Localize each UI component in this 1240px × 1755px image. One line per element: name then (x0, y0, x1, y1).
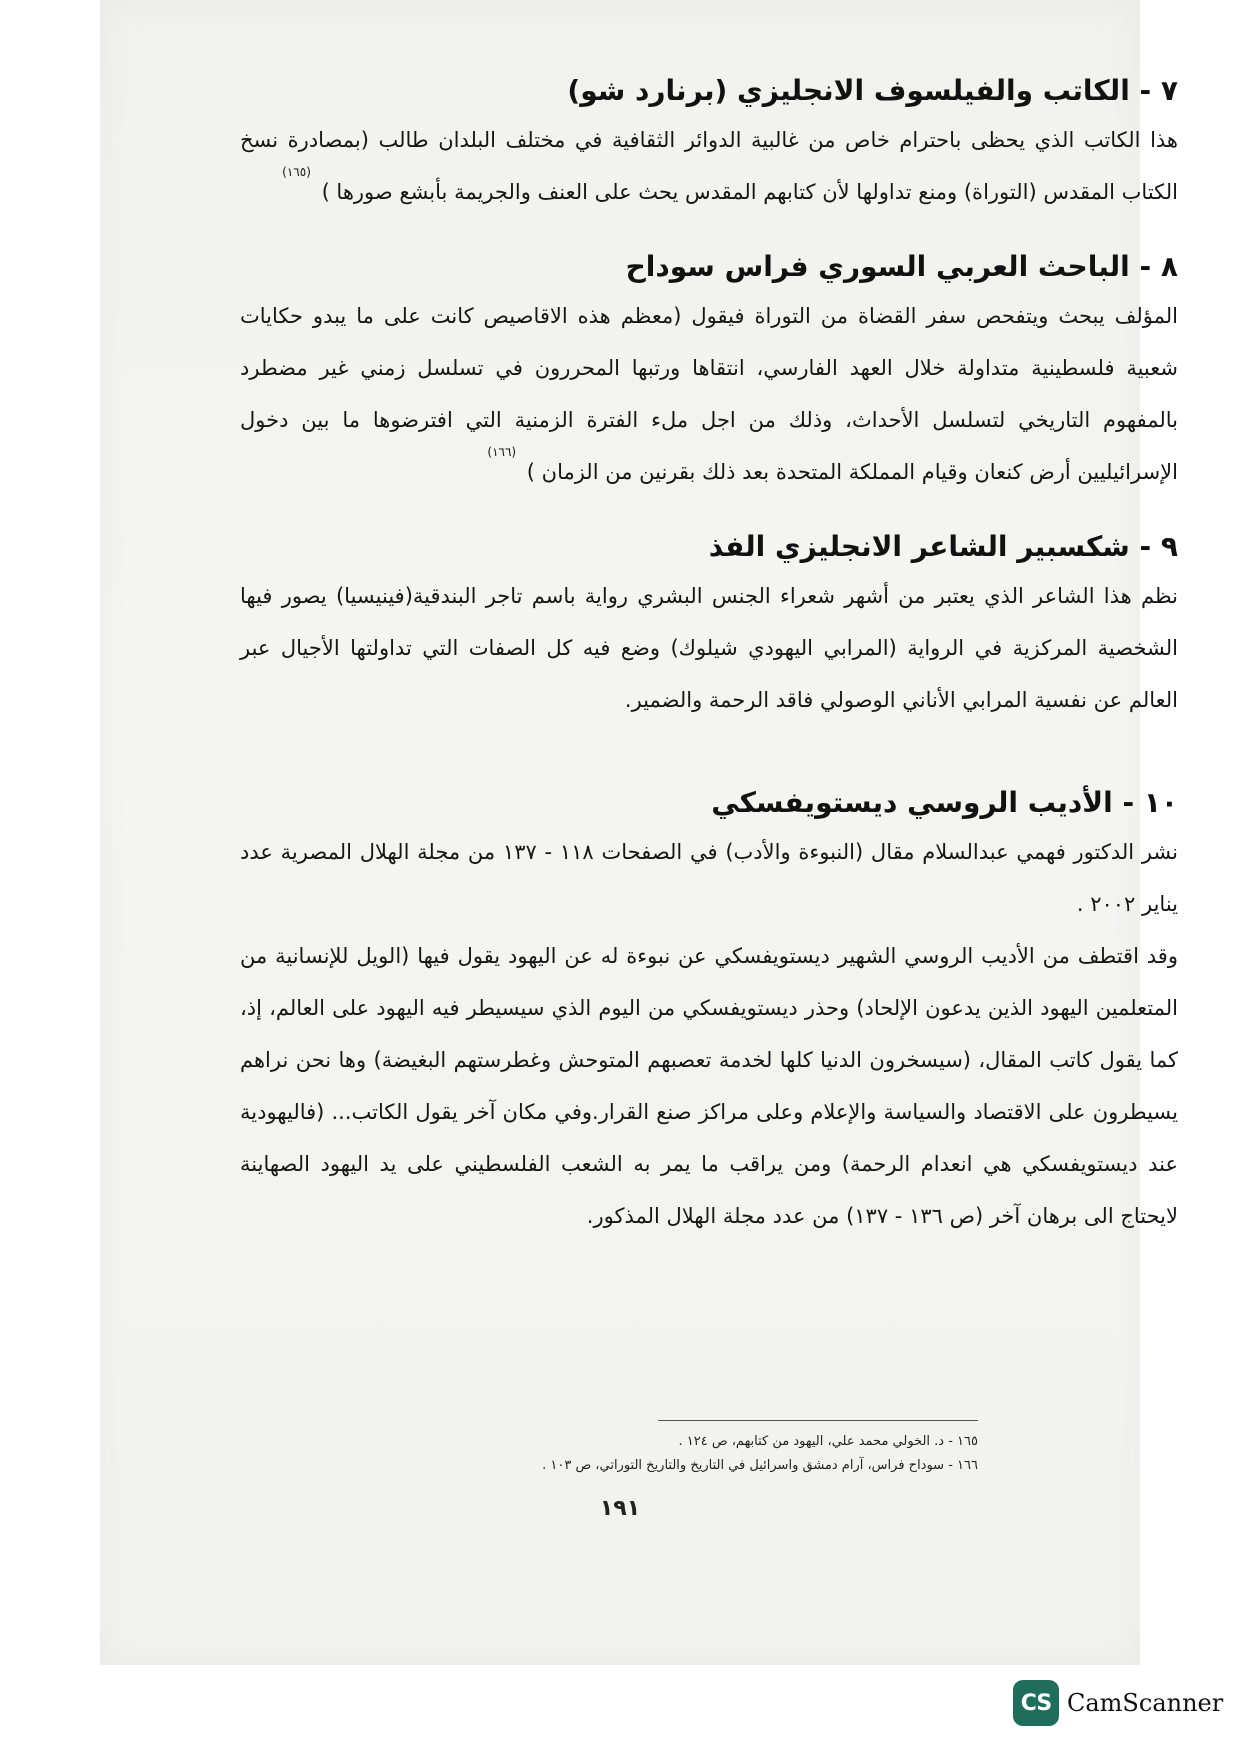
section-title-8: ٨ - الباحث العربي السوري فراس سوداح (625, 250, 1178, 283)
footnote-marker-166: (١٦٦) (487, 445, 517, 459)
section-title-9: ٩ - شكسبير الشاعر الانجليزي الفذ (708, 530, 1178, 563)
camscanner-watermark (1013, 1680, 1223, 1726)
paragraph-text: نشر الدكتور فهمي عبدالسلام مقال (النبوءة والأدب) في الصفحات ١١٨ - ١٣٧ من مجلة الهلال المصرية عدد يناير ٢٠٠٢ . (240, 840, 1178, 916)
section-8-paragraph (240, 290, 1178, 498)
footnote-166: ١٦٦ - سوداح فراس، آرام دمشق واسرائيل في التاريخ والتاريخ التوراتي، ص ١٠٣ . (542, 1458, 978, 1473)
camscanner-logo-icon: CS (1013, 1680, 1059, 1726)
section-10-paragraph-1 (240, 826, 1178, 930)
paragraph-text: هذا الكاتب الذي يحظى باحترام خاص من غالبية الدوائر الثقافية في مختلف البلدان طالب (بمصادرة نسخ الكتاب المقدس (التوراة) ومنع تداولها لأن كتابهم المقدس يحث على العنف والجريمة بأبشع صورها ) (240, 128, 1178, 204)
section-title-7: ٧ - الكاتب والفيلسوف الانجليزي (برنارد شو) (567, 74, 1178, 107)
section-9-paragraph (240, 570, 1178, 726)
page-number: ١٩١ (599, 1496, 641, 1521)
footnote-divider (658, 1420, 978, 1421)
paragraph-text: المؤلف يبحث ويتفحص سفر القضاة من التوراة فيقول (معظم هذه الاقاصيص كانت على ما يبدو حكايات شعبية فلسطينية متداولة خلال العهد الفارسي، انتقاها ورتبها المحررون في تسلسل زمني غير مضطرد بالمفهوم التاريخي لتسلسل الأحداث، وذلك من اجل ملء الفترة الزمنية التي افترضوها ما بين دخول الإسرائيليين أرض كنعان وقيام المملكة المتحدة بعد ذلك بقرنين من الزمان ) (240, 304, 1178, 484)
scanned-page (100, 0, 1178, 1665)
page-content (240, 68, 1178, 1242)
section-title-10: ١٠ - الأديب الروسي ديستويفسكي (711, 786, 1178, 819)
section-7-paragraph (240, 114, 1178, 218)
paragraph-text: نظم هذا الشاعر الذي يعتبر من أشهر شعراء الجنس البشري رواية باسم تاجر البندقية(فينيسيا) يصور فيها الشخصية المركزية في الرواية (المرابي اليهودي شيلوك) وضع فيه كل الصفات التي تداولتها الأجيال عبر العالم عن نفسية المرابي الأناني الوصولي فاقد الرحمة والضمير. (240, 584, 1178, 712)
camscanner-brand-text: CamScanner (1067, 1689, 1224, 1717)
footnotes (378, 1430, 978, 1478)
footnote-165: ١٦٥ - د. الخولي محمد علي، اليهود من كتابهم، ص ١٢٤ . (678, 1434, 978, 1449)
footnote-marker-165: (١٦٥) (282, 165, 311, 179)
section-10-paragraph-2 (240, 930, 1178, 1242)
paragraph-text: وقد اقتطف من الأديب الروسي الشهير ديستويفسكي عن نبوءة له عن اليهود يقول فيها (الويل للإنسانية من المتعلمين اليهود الذين يدعون الإلحاد) وحذر ديستويفسكي من اليوم الذي سيسيطر فيه اليهود على العالم، إذ، كما يقول كاتب المقال، (سيسخرون الدنيا كلها لخدمة تعصبهم المتوحش وغطرستهم البغيضة) وها نحن نراهم يسيطرون على الاقتصاد والسياسة والإعلام وعلى مراكز صنع القرار.وفي مكان آخر يقول الكاتب... (فاليهودية عند ديستويفسكي هي انعدام الرحمة) ومن يراقب ما يمر به الشعب الفلسطيني على يد اليهود الصهاينة لايحتاج الى برهان آخر (ص ١٣٦ - ١٣٧) من عدد مجلة الهلال المذكور. (240, 944, 1178, 1228)
